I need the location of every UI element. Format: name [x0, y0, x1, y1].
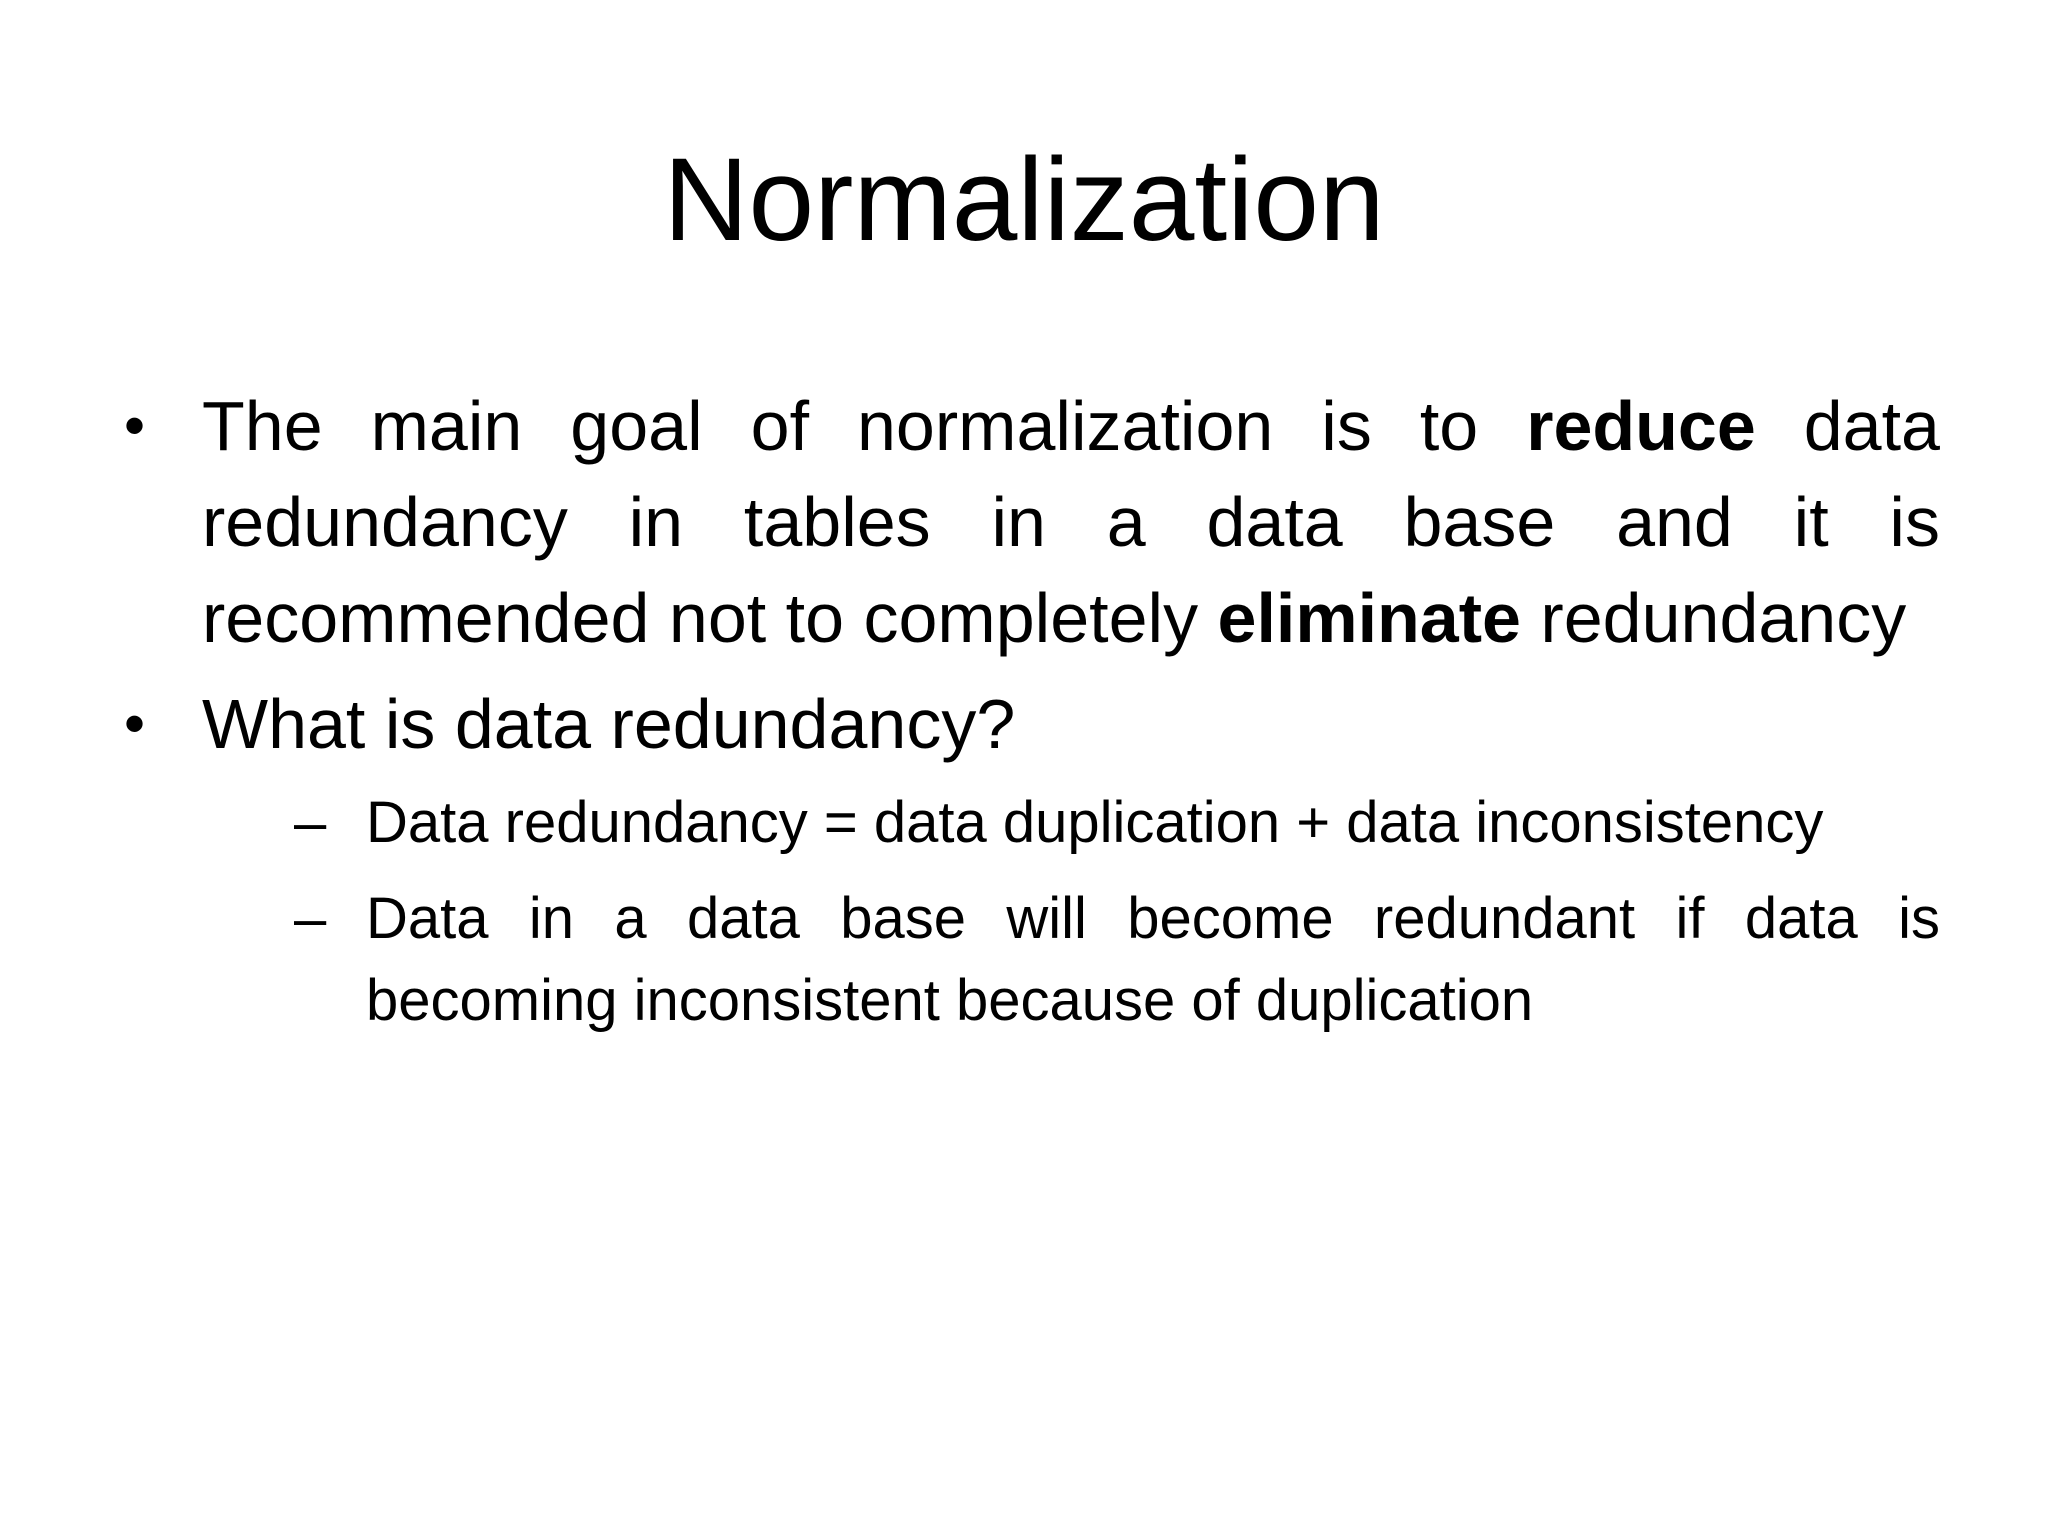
bullet-what-is-redundancy: [120, 676, 1940, 772]
sub-bullet-marker: –: [294, 790, 327, 855]
bullet-marker: •: [124, 690, 146, 757]
sub-bullet-text: Data in a data base will become redundant if data is becoming inconsistent because of duplication: [366, 886, 1940, 1033]
bullet-normalization-goal: [120, 378, 1940, 666]
text-segment: The main goal of normalization is to: [202, 387, 1527, 465]
slide-body: [120, 378, 1940, 1056]
bold-reduce: reduce: [1526, 387, 1756, 465]
sub-bullet-marker: –: [294, 886, 327, 951]
sub-bullet-explanation: [294, 878, 1940, 1042]
bold-eliminate: eliminate: [1217, 579, 1521, 657]
bullet-text: What is data redundancy?: [202, 685, 1016, 763]
sub-bullet-text: Data redundancy = data duplication + data inconsistency: [366, 790, 1824, 855]
bullet-marker: •: [124, 392, 146, 459]
text-segment: redundancy: [1520, 579, 1907, 657]
bullet-text: [202, 387, 1940, 657]
slide-title: Normalization: [663, 134, 1385, 266]
text-segment: data redundancy in tables in a data base and it is recommended not to completely: [202, 387, 1940, 657]
sub-bullet-definition: [294, 782, 1940, 864]
